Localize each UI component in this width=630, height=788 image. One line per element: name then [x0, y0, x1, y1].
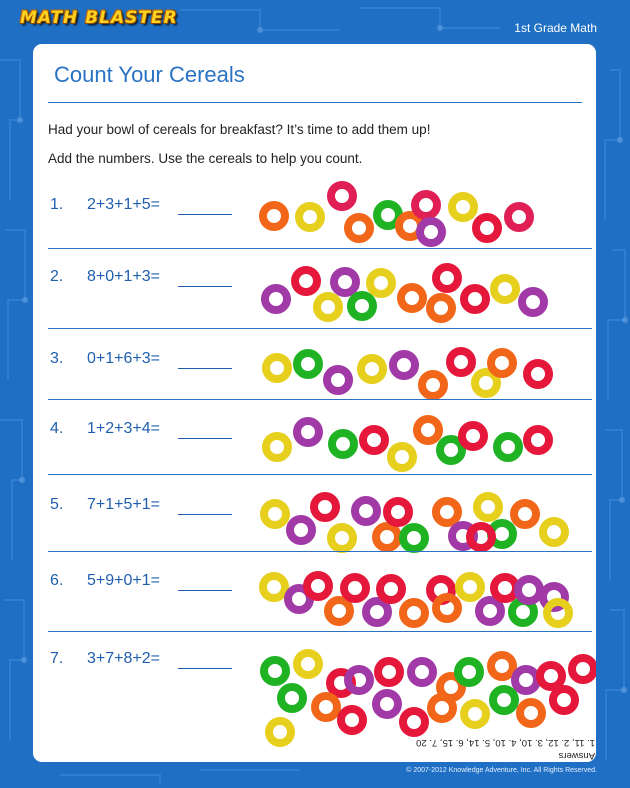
problem-expression: 0+1+6+3= — [87, 350, 160, 367]
answers-label: Answers — [558, 750, 595, 761]
cereal-group — [33, 44, 596, 762]
problem-expression: 2+3+1+5= — [87, 196, 160, 213]
problem-number: 6. — [50, 572, 64, 589]
problem-number: 1. — [50, 196, 64, 213]
problem-number: 7. — [50, 650, 64, 667]
cereal-green — [281, 687, 303, 709]
problem-number: 2. — [50, 268, 64, 285]
problem-expression: 3+7+8+2= — [87, 650, 160, 667]
cereal-purple — [376, 693, 398, 715]
cereal-orange — [431, 697, 453, 719]
cereal-red — [378, 661, 400, 683]
problem-number: 3. — [50, 350, 64, 367]
page-title: Count Your Cereals — [54, 62, 245, 87]
problem-number: 4. — [50, 420, 64, 437]
intro-line-1: Had your bowl of cereals for breakfast? It’s time to add them up! — [48, 122, 431, 137]
cereal-red — [572, 658, 594, 680]
problem-expression: 1+2+3+4= — [87, 420, 160, 437]
problem-expression: 7+1+5+1= — [87, 496, 160, 513]
worksheet-sheet — [33, 44, 596, 762]
cereal-green — [264, 660, 286, 682]
intro-line-2: Add the numbers. Use the cereals to help you count. — [48, 151, 363, 166]
problem-expression: 8+0+1+3= — [87, 268, 160, 285]
cereal-orange — [315, 696, 337, 718]
cereal-red — [341, 709, 363, 731]
math-blaster-logo: MATH BLASTER — [20, 8, 178, 28]
cereal-orange — [491, 655, 513, 677]
cereal-purple — [411, 661, 433, 683]
cereal-red — [553, 689, 575, 711]
cereal-purple — [515, 669, 537, 691]
copyright-notice: © 2007-2012 Knowledge Adventure, Inc. All Rights Reserved. — [406, 767, 597, 774]
cereal-yellow — [297, 653, 319, 675]
grade-label: 1st Grade Math — [514, 21, 597, 35]
cereal-green — [458, 661, 480, 683]
cereal-yellow — [464, 703, 486, 725]
answers-upside-down — [385, 731, 595, 761]
problem-expression: 5+9+0+1= — [87, 572, 160, 589]
answers-text: 1. 11, 2. 12, 3. 10, 4. 10, 5. 14, 6. 15, 7. 20 — [416, 737, 595, 748]
cereal-green — [493, 689, 515, 711]
cereal-orange — [520, 702, 542, 724]
cereal-purple — [348, 669, 370, 691]
cereal-yellow — [269, 721, 291, 743]
cereal-red — [540, 665, 562, 687]
problem-number: 5. — [50, 496, 64, 513]
cereal-red — [403, 711, 425, 733]
